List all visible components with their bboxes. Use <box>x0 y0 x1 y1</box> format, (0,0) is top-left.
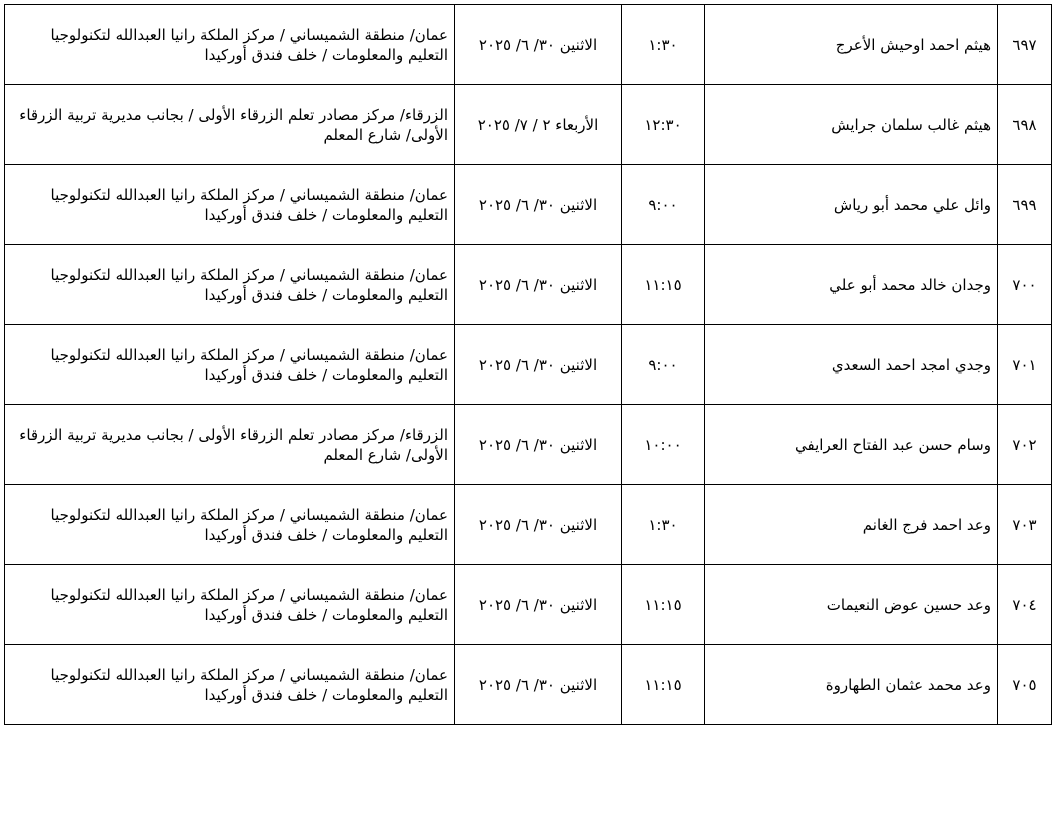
location-line-1: الزرقاء/ مركز مصادر تعلم الزرقاء الأولى / بجانب مديرية تربية الزرقاء <box>19 425 448 444</box>
exam-time: ١:٣٠ <box>622 5 705 85</box>
exam-time: ١:٣٠ <box>622 485 705 565</box>
row-number: ٦٩٨ <box>998 85 1052 165</box>
exam-date: الاثنين ٣٠/ ٦/ ٢٠٢٥ <box>455 325 622 405</box>
row-number: ٧٠٥ <box>998 645 1052 725</box>
location-line-2: التعليم والمعلومات / خلف فندق أوركيدا <box>204 205 448 224</box>
exam-time: ١٠:٠٠ <box>622 405 705 485</box>
row-number: ٧٠٣ <box>998 485 1052 565</box>
table-row <box>5 645 1052 725</box>
row-number: ٧٠١ <box>998 325 1052 405</box>
exam-location <box>5 485 455 565</box>
candidate-name: وسام حسن عبد الفتاح العرايفي <box>705 405 998 485</box>
location-line-2: التعليم والمعلومات / خلف فندق أوركيدا <box>204 285 448 304</box>
exam-location <box>5 85 455 165</box>
location-line-1: عمان/ منطقة الشميساني / مركز الملكة رانيا العبدالله لتكنولوجيا <box>50 505 448 524</box>
exam-location <box>5 245 455 325</box>
row-number: ٧٠٠ <box>998 245 1052 325</box>
location-line-1: عمان/ منطقة الشميساني / مركز الملكة رانيا العبدالله لتكنولوجيا <box>50 185 448 204</box>
location-line-2: التعليم والمعلومات / خلف فندق أوركيدا <box>204 365 448 384</box>
exam-location <box>5 405 455 485</box>
location-line-2: التعليم والمعلومات / خلف فندق أوركيدا <box>204 45 448 64</box>
exam-time: ١١:١٥ <box>622 645 705 725</box>
exam-date: الاثنين ٣٠/ ٦/ ٢٠٢٥ <box>455 645 622 725</box>
location-line-1: عمان/ منطقة الشميساني / مركز الملكة رانيا العبدالله لتكنولوجيا <box>50 665 448 684</box>
row-number: ٧٠٢ <box>998 405 1052 485</box>
candidate-name: وجدان خالد محمد أبو علي <box>705 245 998 325</box>
row-number: ٦٩٧ <box>998 5 1052 85</box>
location-line-2: الأولى/ شارع المعلم <box>323 445 448 464</box>
location-line-1: عمان/ منطقة الشميساني / مركز الملكة رانيا العبدالله لتكنولوجيا <box>50 25 448 44</box>
exam-time: ١١:١٥ <box>622 245 705 325</box>
location-line-1: عمان/ منطقة الشميساني / مركز الملكة رانيا العبدالله لتكنولوجيا <box>50 265 448 284</box>
candidate-name: وائل علي محمد أبو رياش <box>705 165 998 245</box>
schedule-table <box>4 4 1052 725</box>
exam-location <box>5 645 455 725</box>
location-line-1: الزرقاء/ مركز مصادر تعلم الزرقاء الأولى / بجانب مديرية تربية الزرقاء <box>19 105 448 124</box>
candidate-name: وعد احمد فرج الغانم <box>705 485 998 565</box>
candidate-name: هيثم غالب سلمان جرايش <box>705 85 998 165</box>
location-line-1: عمان/ منطقة الشميساني / مركز الملكة رانيا العبدالله لتكنولوجيا <box>50 345 448 364</box>
table-row <box>5 85 1052 165</box>
row-number: ٦٩٩ <box>998 165 1052 245</box>
table-row <box>5 405 1052 485</box>
schedule-table-body <box>5 5 1052 725</box>
location-line-1: عمان/ منطقة الشميساني / مركز الملكة رانيا العبدالله لتكنولوجيا <box>50 585 448 604</box>
exam-location <box>5 325 455 405</box>
table-row <box>5 5 1052 85</box>
table-row <box>5 245 1052 325</box>
location-line-2: التعليم والمعلومات / خلف فندق أوركيدا <box>204 685 448 704</box>
exam-date: الاثنين ٣٠/ ٦/ ٢٠٢٥ <box>455 565 622 645</box>
table-row <box>5 485 1052 565</box>
location-line-2: الأولى/ شارع المعلم <box>323 125 448 144</box>
exam-date: الاثنين ٣٠/ ٦/ ٢٠٢٥ <box>455 405 622 485</box>
location-line-2: التعليم والمعلومات / خلف فندق أوركيدا <box>204 605 448 624</box>
exam-date: الاثنين ٣٠/ ٦/ ٢٠٢٥ <box>455 245 622 325</box>
exam-date: الاثنين ٣٠/ ٦/ ٢٠٢٥ <box>455 165 622 245</box>
exam-date: الاثنين ٣٠/ ٦/ ٢٠٢٥ <box>455 485 622 565</box>
exam-date: الاثنين ٣٠/ ٦/ ٢٠٢٥ <box>455 5 622 85</box>
table-row <box>5 565 1052 645</box>
candidate-name: وعد حسين عوض النعيمات <box>705 565 998 645</box>
row-number: ٧٠٤ <box>998 565 1052 645</box>
exam-location <box>5 165 455 245</box>
location-line-2: التعليم والمعلومات / خلف فندق أوركيدا <box>204 525 448 544</box>
exam-location <box>5 5 455 85</box>
exam-date: الأربعاء ٢ / ٧/ ٢٠٢٥ <box>455 85 622 165</box>
candidate-name: وجدي امجد احمد السعدي <box>705 325 998 405</box>
candidate-name: هيثم احمد اوحيش الأعرج <box>705 5 998 85</box>
exam-time: ٩:٠٠ <box>622 165 705 245</box>
exam-location <box>5 565 455 645</box>
exam-time: ٩:٠٠ <box>622 325 705 405</box>
candidate-name: وعد محمد عثمان الطهاروة <box>705 645 998 725</box>
table-row <box>5 165 1052 245</box>
exam-time: ١١:١٥ <box>622 565 705 645</box>
exam-time: ١٢:٣٠ <box>622 85 705 165</box>
table-row <box>5 325 1052 405</box>
